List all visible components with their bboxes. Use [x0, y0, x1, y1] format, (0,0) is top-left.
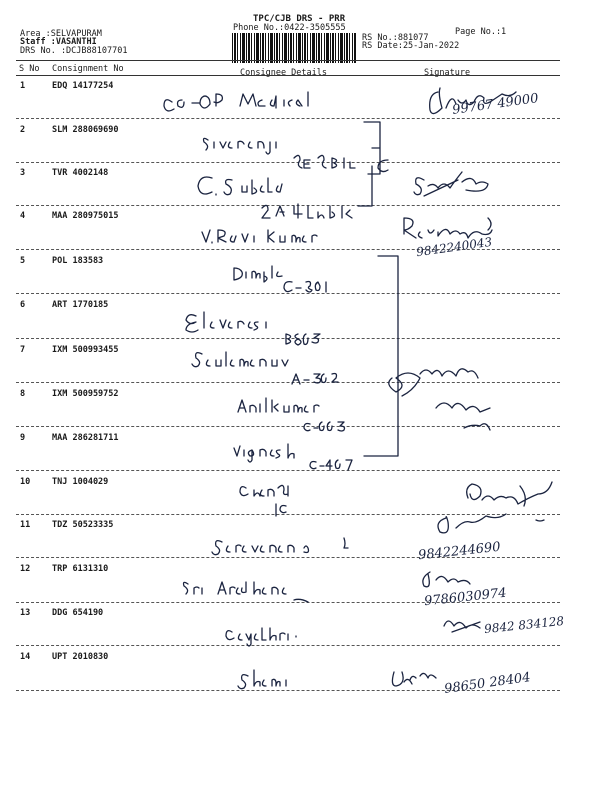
row-sno: 13 — [20, 608, 31, 618]
row-sno: 10 — [20, 477, 31, 487]
row-sno: 14 — [20, 652, 31, 662]
handwritten-phone-row11: 9842244690 — [417, 539, 502, 564]
column-header-sno: S No — [19, 64, 40, 74]
handwritten-phone-row13: 9842 834128 — [483, 613, 565, 637]
row-consignment-no: TVR 4002148 — [52, 168, 109, 178]
row-sno: 6 — [20, 300, 26, 310]
rs-date: RS Date:25-Jan-2022 — [362, 41, 460, 51]
row-consignment-no: SLM 288069690 — [52, 125, 119, 135]
column-header-signature: Signature — [424, 68, 471, 78]
row-sno: 9 — [20, 433, 26, 443]
staff-label: Staff :VASANTHI — [20, 37, 97, 47]
handwritten-phone-row4: 9842240043 — [415, 234, 493, 260]
drs-number: DRS No. :DCJB88107701 — [20, 46, 128, 56]
rs-number: RS No.:881077 — [362, 33, 429, 43]
row-consignment-no: MAA 286281711 — [52, 433, 119, 443]
handwritten-phone-row1: 99767 49000 — [451, 91, 540, 118]
row-sno: 1 — [20, 81, 26, 91]
row-consignment-no: MAA 280975015 — [52, 211, 119, 221]
column-header-consignee: Consignee Details — [240, 68, 327, 78]
area-label: Area :SELVAPURAM — [20, 29, 102, 39]
row-sno: 4 — [20, 211, 26, 221]
row-consignment-no: TRP 6131310 — [52, 564, 109, 574]
handwritten-phone-row14: 98650 28404 — [443, 670, 532, 697]
row-consignment-no: DDG 654190 — [52, 608, 104, 618]
row-consignment-no: ART 1770185 — [52, 300, 109, 310]
row-consignment-no: IXM 500959752 — [52, 389, 119, 399]
row-sno: 3 — [20, 168, 26, 178]
row-sno: 5 — [20, 256, 26, 266]
handwritten-phone-row12: 9786030974 — [423, 585, 508, 610]
report-title: TPC/CJB DRS - PRR — [253, 14, 346, 24]
row-sno: 7 — [20, 345, 26, 355]
row-consignment-no: UPT 2010830 — [52, 652, 109, 662]
row-consignment-no: POL 183583 — [52, 256, 104, 266]
phone-number: Phone No.:0422-3505555 — [233, 23, 346, 33]
row-sno: 12 — [20, 564, 31, 574]
row-consignment-no: TDZ 50523335 — [52, 520, 114, 530]
column-header-consignment: Consignment No — [52, 64, 124, 74]
row-consignment-no: IXM 500993455 — [52, 345, 119, 355]
row-sno: 11 — [20, 520, 31, 530]
row-sno: 2 — [20, 125, 26, 135]
row-consignment-no: EDQ 14177254 — [52, 81, 114, 91]
page-number: Page No.:1 — [455, 27, 507, 37]
row-sno: 8 — [20, 389, 26, 399]
row-consignment-no: TNJ 1004029 — [52, 477, 109, 487]
